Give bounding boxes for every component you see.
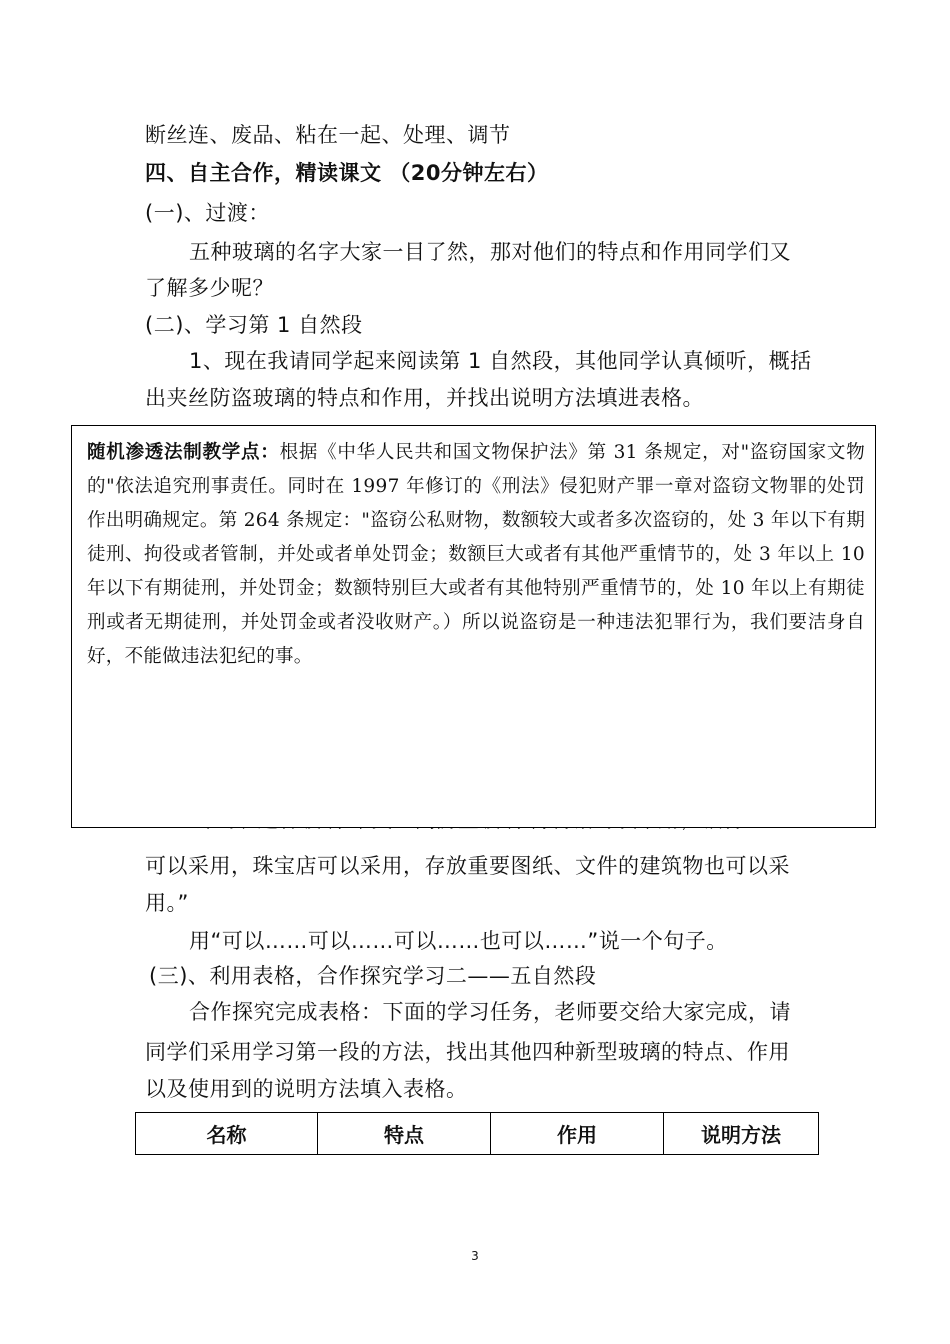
glass-table — [135, 1112, 819, 1155]
table-header-row — [136, 1113, 819, 1155]
body-line: 出夹丝防盗玻璃的特点和作用，并找出说明方法填进表格。 — [145, 386, 704, 410]
subheading: (三)、利用表格，合作探究学习二——五自然段 — [149, 964, 597, 988]
body-line: 了解多少呢？ — [145, 276, 274, 300]
table-header-cell: 特点 — [318, 1113, 491, 1155]
textbox-label: 随机渗透法制教学点： — [87, 442, 280, 463]
subheading: (二)、学习第 1 自然段 — [145, 313, 363, 337]
body-line: 1、现在我请同学起来阅读第 1 自然段，其他同学认真倾听，概括 — [189, 349, 812, 373]
subheading: (一)、过渡： — [145, 201, 270, 225]
law-education-textbox — [71, 425, 876, 828]
table-header-cell: 说明方法 — [664, 1113, 819, 1155]
body-line — [145, 854, 790, 878]
body-line: 以及使用到的说明方法填入表格。 — [145, 1077, 468, 1101]
body-line: 合作探究完成表格：下面的学习任务，老师要交给大家完成，请 — [189, 1000, 791, 1024]
section-heading: 四、自主合作，精读课文 （20分钟左右） — [145, 161, 549, 185]
body-line: 五种玻璃的名字大家一目了然，那对他们的特点和作用同学们又 — [189, 240, 791, 264]
page-number: 3 — [471, 1249, 479, 1263]
textbox-body: 根据《中华人民共和国文物保护法》第 31 条规定，对"盗窃国家文物的"依法追究刑事责任。同时在 1997 年修订的《刑法》侵犯财产罪一章对盗窃文物罪的处罚作出明确规定。第 264 条规定："盗窃公私财物，数额较大或者多次盗窃的，处 3 年以下有期徒刑、拘役或者管制，并处或者单处罚金；数额巨大或者有其他严重情节的，处 3 年以上 10 年以下有期徒刑，并处罚金；数额特别巨大或者有其他特别严重情节的，处 10 年以上有期徒刑或者无期徒刑，并处罚金或者没收财产。）所以说盗窃是一种违法犯罪行为，我们要洁身自好，不能做违法犯纪的事。 — [87, 442, 865, 667]
table-header-cell: 名称 — [136, 1113, 318, 1155]
body-line-text: 可以采用，珠宝店可以采用，存放重要图纸、文件的建筑物也可以采 — [145, 854, 790, 878]
body-line: 同学们采用学习第一段的方法，找出其他四种新型玻璃的特点、作用 — [145, 1040, 790, 1064]
body-line: 用。” — [145, 891, 189, 915]
body-line: 用“可以……可以……可以……也可以……”说一个句子。 — [189, 929, 728, 953]
body-line: 断丝连、废品、粘在一起、处理、调节 — [145, 123, 511, 147]
table-header-cell: 作用 — [491, 1113, 664, 1155]
